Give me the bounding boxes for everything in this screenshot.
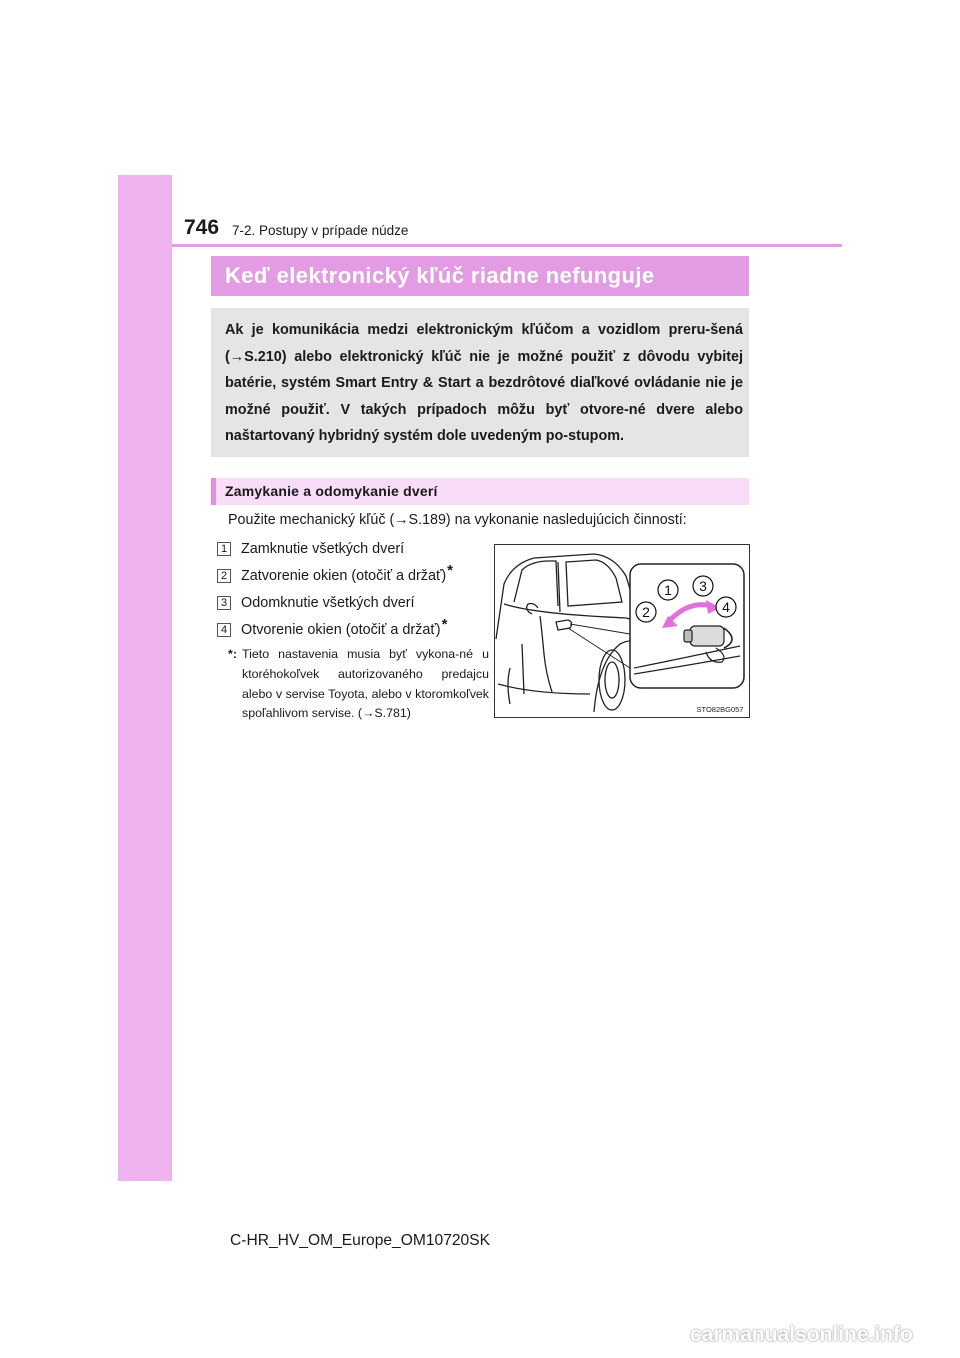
document-code: C-HR_HV_OM_Europe_OM10720SK: [230, 1232, 491, 1249]
asterisk-mark: *: [441, 616, 448, 633]
footnote-text: Tieto nastavenia musia byť vykona-né u ktoréhokoľvek autorizovaného predajcu alebo v servise Toyota, alebo v ktoromkoľvek spoľahlivom servise. (→S.781): [242, 647, 489, 721]
header-divider: [172, 244, 842, 247]
list-item: [217, 589, 489, 616]
footnote-mark: *:: [228, 647, 237, 661]
usage-instruction: Použite mechanický kľúč (→S.189) na vykonanie nasledujúcich činností:: [228, 512, 687, 528]
side-tab-strip: [118, 175, 172, 1181]
step-list: [217, 535, 489, 643]
subsection-header: Zamykanie a odomykanie dverí: [211, 478, 749, 505]
step-text: Zamknutie všetkých dverí: [241, 540, 405, 557]
watermark: carmanualsonline.info: [690, 1323, 913, 1346]
list-item: [217, 616, 489, 643]
callout-4: 4: [722, 599, 730, 615]
page-title: Keď elektronický kľúč riadne nefunguje: [211, 256, 749, 296]
car-door-key-illustration: [494, 544, 750, 718]
intro-text: Ak je komunikácia medzi elektronickým kľúčom a vozidlom preru-šená (→S.210) alebo elektronický kľúč nie je možné použiť z dôvodu vybitej batérie, systém Smart Entry & Start a bezdrôtové diaľkové ovládanie nie je možné použiť. V takých prípadoch môžu byť otvore-né dvere alebo naštartovaný hybridný systém dole uvedeným po-stupom.: [225, 322, 743, 444]
callout-2: 2: [642, 604, 650, 620]
intro-box: [211, 308, 749, 457]
page-number: 746: [184, 216, 220, 239]
zoom-detail: [630, 564, 744, 688]
figure-code: STO82BG057: [696, 705, 744, 714]
section-title: 7-2. Postupy v prípade núdze: [232, 223, 409, 238]
callout-1: 1: [664, 582, 672, 598]
step-number-badge: 2: [217, 569, 231, 583]
step-text: Odomknutie všetkých dverí: [241, 594, 415, 611]
list-item: [217, 535, 489, 562]
step-text: Zatvorenie okien (otočiť a držať): [241, 567, 447, 584]
step-number-badge: 4: [217, 623, 231, 637]
callout-3: 3: [699, 578, 707, 594]
step-number-badge: 1: [217, 542, 231, 556]
list-item: [217, 562, 489, 589]
step-number-badge: 3: [217, 596, 231, 610]
asterisk-mark: *: [447, 562, 454, 579]
footnote: [228, 645, 489, 724]
step-text: Otvorenie okien (otočiť a držať): [241, 621, 441, 638]
